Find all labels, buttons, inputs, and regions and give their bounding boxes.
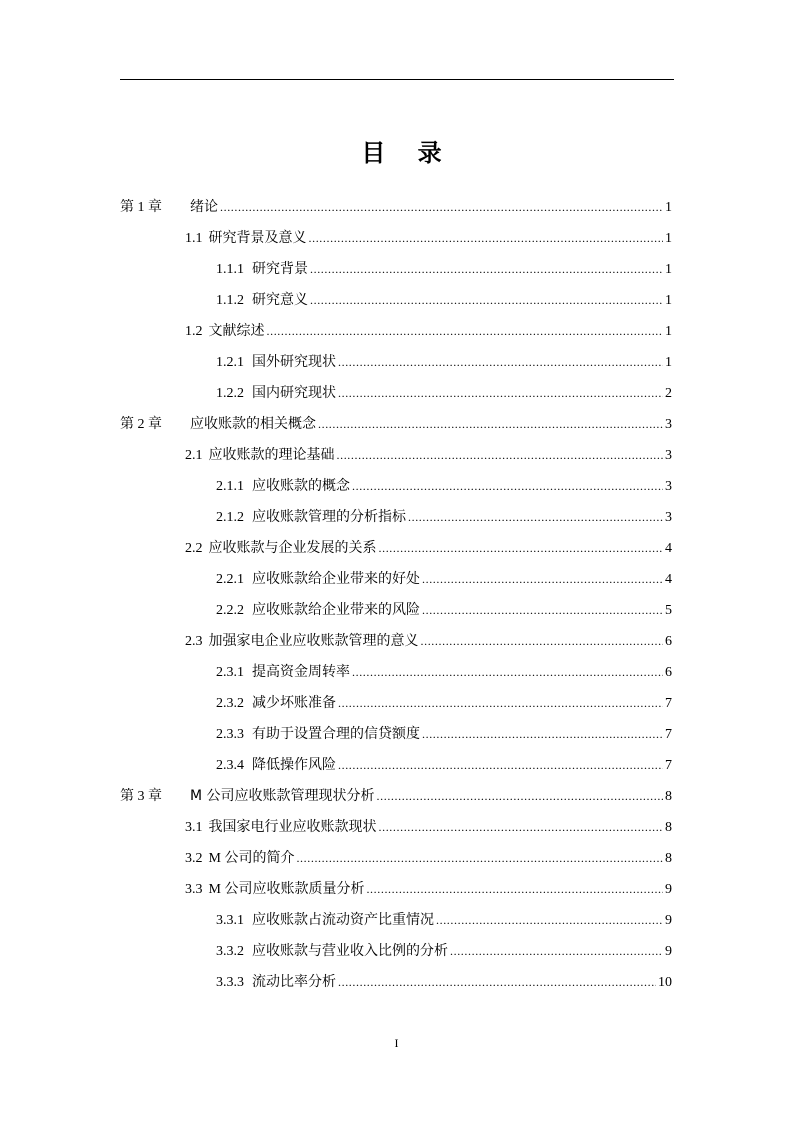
header-rule [120,79,674,80]
toc-entry-page-number: 1 [665,355,672,370]
toc-entry[interactable] [120,409,672,439]
toc-entry[interactable] [120,781,672,811]
toc-dot-leader [366,874,663,904]
toc-dot-leader [408,502,663,532]
toc-entry-page-number: 3 [665,479,672,494]
toc-entry-label: 应收账款与营业收入比例的分析 [252,944,448,959]
toc-entry-label: 应收账款的概念 [252,479,350,494]
toc-entry-page-number: 1 [665,231,672,246]
toc-entry-page-number: 9 [665,882,672,897]
toc-entry-page-number: 2 [665,386,672,401]
toc-entry[interactable] [185,533,672,563]
toc-entry[interactable] [216,564,672,594]
toc-dot-leader [220,192,663,222]
toc-entry[interactable] [120,192,672,222]
toc-entry-page-number: 5 [665,603,672,618]
toc-dot-leader [338,967,656,997]
toc-entry-page-number: 9 [665,913,672,928]
toc-entry-page-number: 3 [665,510,672,525]
toc-entry-label: 减少坏账准备 [252,696,336,711]
toc-entry-number: 1.1.1 [216,262,244,277]
toc-entry-page-number: 1 [665,324,672,339]
toc-entry-page-number: 3 [665,417,672,432]
toc-entry-page-number: 9 [665,944,672,959]
toc-entry-page-number: 3 [665,448,672,463]
toc-entry[interactable] [185,316,672,346]
toc-entry[interactable] [216,688,672,718]
toc-entry-number: 3.3.1 [216,913,244,928]
toc-dot-leader [296,843,663,873]
toc-dot-leader [267,316,664,346]
toc-entry-label: 研究背景及意义 [208,231,307,246]
toc-entry-page-number: 6 [665,665,672,680]
toc-entry-number: 2.3.1 [216,665,244,680]
toc-entry-label: 国外研究现状 [252,355,336,370]
toc-entry-number: 第 3 章 [120,789,162,804]
page-number-footer: I [394,1036,399,1050]
toc-entry-label: 有助于设置合理的信贷额度 [252,727,420,742]
toc-dot-leader [422,564,663,594]
toc-entry-label: M 公司的简介 [208,851,295,866]
toc-entry-number: 3.1 [185,820,203,835]
toc-entry-page-number: 10 [658,975,672,990]
toc-entry-page-number: 8 [665,820,672,835]
toc-entry-page-number: 6 [665,634,672,649]
toc-dot-leader [337,440,664,470]
toc-dot-leader [436,905,663,935]
toc-entry-number: 第 1 章 [120,200,162,215]
toc-entry-number: 2.1 [185,448,203,463]
toc-dot-leader [310,254,663,284]
toc-entry-label: 国内研究现状 [252,386,336,401]
toc-entry-number: 第 2 章 [120,417,162,432]
toc-dot-leader [377,781,663,811]
toc-entry-page-number: 4 [665,541,672,556]
toc-entry-page-number: 8 [665,851,672,866]
toc-entry[interactable] [216,719,672,749]
toc-entry[interactable] [216,595,672,625]
toc-dot-leader [338,347,663,377]
toc-dot-leader [422,595,663,625]
toc-entry-label: 应收账款给企业带来的风险 [252,603,420,618]
toc-entry-number: 1.1.2 [216,293,244,308]
toc-entry-page-number: 7 [665,727,672,742]
toc-dot-leader [379,533,664,563]
toc-entry-label: 应收账款的理论基础 [208,448,335,463]
toc-entry-page-number: 8 [665,789,672,804]
toc-dot-leader [421,626,664,656]
toc-entry-label: M 公司应收账款管理现状分析 [190,788,375,804]
toc-dot-leader [310,285,663,315]
toc-dot-leader [338,750,663,780]
toc-entry[interactable] [216,657,672,687]
toc-entry-number: 2.2.1 [216,572,244,587]
toc-entry[interactable] [216,378,672,408]
toc-entry-page-number: 1 [665,293,672,308]
toc-dot-leader [338,378,663,408]
toc-entry-label: 文献综述 [208,324,265,339]
toc-dot-leader [352,471,663,501]
toc-entry-label: 应收账款的相关概念 [190,416,316,432]
toc-entry-number: 1.1 [185,231,203,246]
toc-entry[interactable] [185,440,672,470]
toc-entry[interactable] [185,843,672,873]
toc-entry-number: 2.2.2 [216,603,244,618]
toc-entry-number: 2.3.4 [216,758,244,773]
toc-entry-label: 应收账款给企业带来的好处 [252,572,420,587]
toc-entry[interactable] [216,936,672,966]
toc-entry-label: 我国家电行业应收账款现状 [208,820,377,835]
toc-entry[interactable] [216,502,672,532]
toc-entry-label: 研究意义 [252,293,308,308]
toc-entry-number: 3.3.2 [216,944,244,959]
toc-entry[interactable] [216,750,672,780]
toc-dot-leader [352,657,663,687]
toc-entry-number: 3.3 [185,882,203,897]
toc-entry-label: M 公司应收账款质量分析 [208,882,365,897]
toc-entry-number: 2.1.1 [216,479,244,494]
toc-entry[interactable] [185,626,672,656]
toc-entry[interactable] [216,285,672,315]
toc-entry-page-number: 1 [665,200,672,215]
toc-entry-number: 3.2 [185,851,203,866]
toc-entry-page-number: 1 [665,262,672,277]
toc-entry-label: 提高资金周转率 [252,665,350,680]
toc-entry-label: 应收账款占流动资产比重情况 [252,913,434,928]
toc-entry-page-number: 7 [665,696,672,711]
toc-entry[interactable] [185,874,672,904]
toc-entry-label: 应收账款与企业发展的关系 [208,541,377,556]
toc-entry[interactable] [216,347,672,377]
toc-entry-page-number: 4 [665,572,672,587]
toc-entry[interactable] [216,967,672,997]
toc-entry-number: 2.3 [185,634,203,649]
toc-entry-label: 绪论 [190,199,218,215]
toc-entry-number: 2.1.2 [216,510,244,525]
toc-dot-leader [338,688,663,718]
toc-entry-number: 1.2.2 [216,386,244,401]
toc-title: 目 录 [361,139,454,167]
toc-entry-label: 加强家电企业应收账款管理的意义 [208,634,419,649]
toc-dot-leader [379,812,664,842]
toc-dot-leader [422,719,663,749]
toc-entry-number: 2.3.3 [216,727,244,742]
toc-entry[interactable] [185,223,672,253]
toc-entry[interactable] [216,254,672,284]
toc-dot-leader [450,936,663,966]
toc-entry-page-number: 7 [665,758,672,773]
toc-entry-number: 2.2 [185,541,203,556]
toc-entry-number: 1.2 [185,324,203,339]
toc-entry-label: 流动比率分析 [252,975,336,990]
toc-entry-label: 降低操作风险 [252,758,336,773]
toc-entry[interactable] [216,905,672,935]
toc-entry-number: 3.3.3 [216,975,244,990]
toc-entry[interactable] [216,471,672,501]
toc-dot-leader [309,223,664,253]
toc-entry-label: 研究背景 [252,262,308,277]
toc-dot-leader [318,409,663,439]
toc-entry-number: 2.3.2 [216,696,244,711]
toc-entry-label: 应收账款管理的分析指标 [252,510,406,525]
toc-entry[interactable] [185,812,672,842]
toc-entry-number: 1.2.1 [216,355,244,370]
